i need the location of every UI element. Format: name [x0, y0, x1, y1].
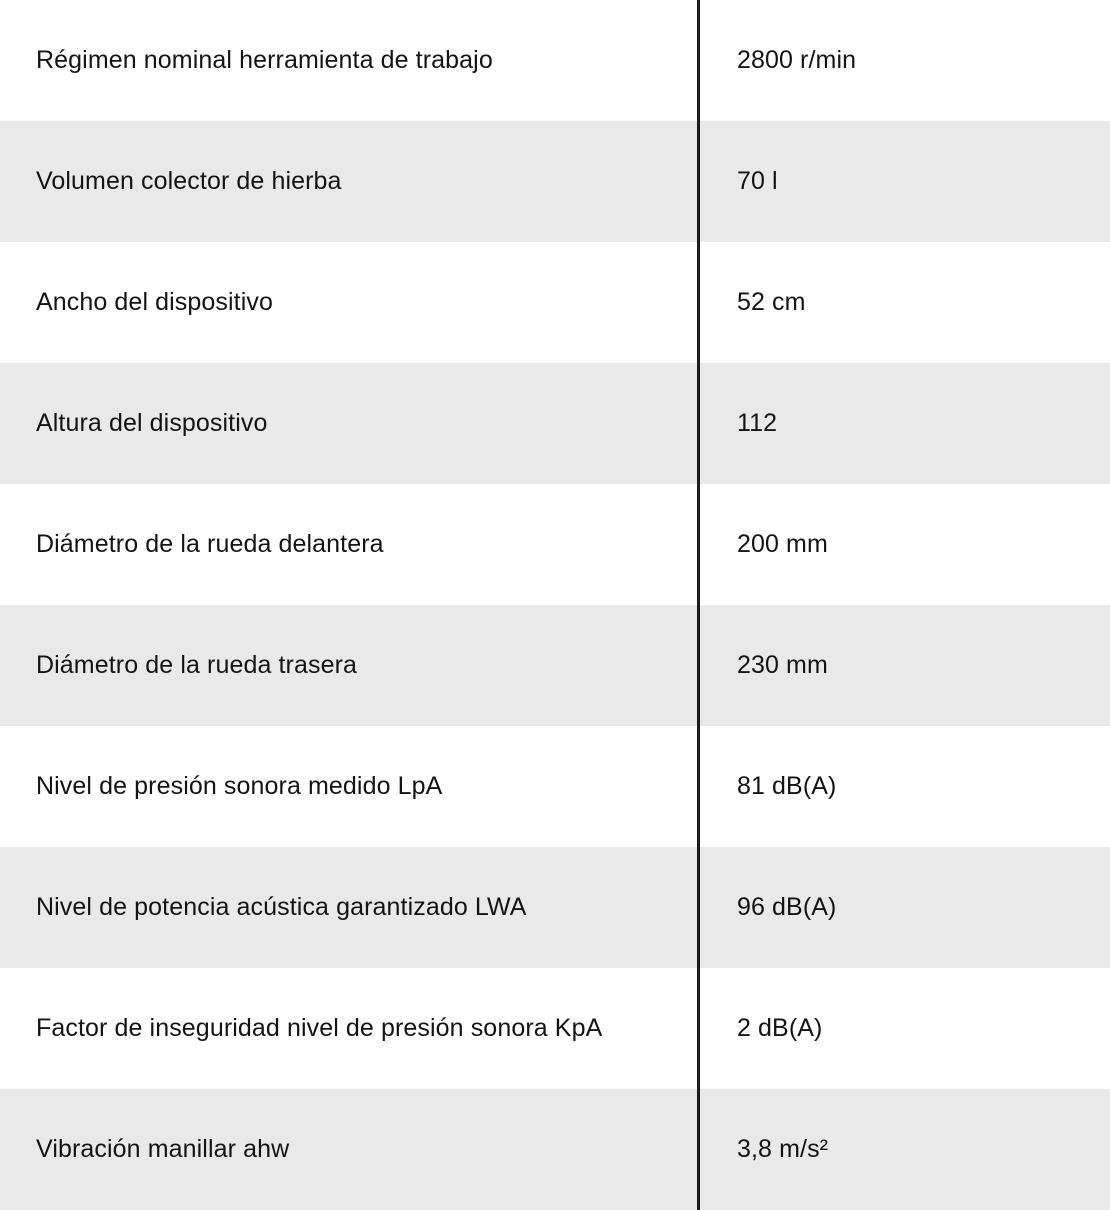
spec-label: Ancho del dispositivo — [36, 288, 273, 317]
spec-label: Diámetro de la rueda delantera — [36, 530, 384, 559]
spec-value: 200 mm — [737, 530, 828, 559]
table-row — [0, 242, 1110, 363]
table-row — [0, 1089, 1110, 1210]
spec-label: Vibración manillar ahw — [36, 1135, 290, 1164]
table-row — [0, 605, 1110, 726]
spec-label: Volumen colector de hierba — [36, 167, 342, 196]
spec-value: 230 mm — [737, 651, 828, 680]
table-row — [0, 121, 1110, 242]
table-row — [0, 726, 1110, 847]
spec-value: 81 dB(A) — [737, 772, 837, 801]
spec-value: 2 dB(A) — [737, 1014, 823, 1043]
spec-value: 52 cm — [737, 288, 806, 317]
table-row — [0, 0, 1110, 121]
spec-label: Nivel de presión sonora medido LpA — [36, 772, 443, 801]
spec-value: 96 dB(A) — [737, 893, 837, 922]
spec-label: Altura del dispositivo — [36, 409, 268, 438]
spec-value: 70 l — [737, 167, 778, 196]
table-row — [0, 968, 1110, 1089]
table-row — [0, 847, 1110, 968]
spec-value: 112 — [737, 409, 778, 438]
spec-label: Factor de inseguridad nivel de presión sonora KpA — [36, 1014, 603, 1043]
spec-label: Nivel de potencia acústica garantizado LWA — [36, 893, 527, 922]
spec-value: 2800 r/min — [737, 46, 857, 75]
spec-label: Régimen nominal herramienta de trabajo — [36, 46, 493, 75]
spec-label: Diámetro de la rueda trasera — [36, 651, 358, 680]
table-row — [0, 363, 1110, 484]
table-row — [0, 484, 1110, 605]
spec-value: 3,8 m/s² — [737, 1135, 829, 1164]
